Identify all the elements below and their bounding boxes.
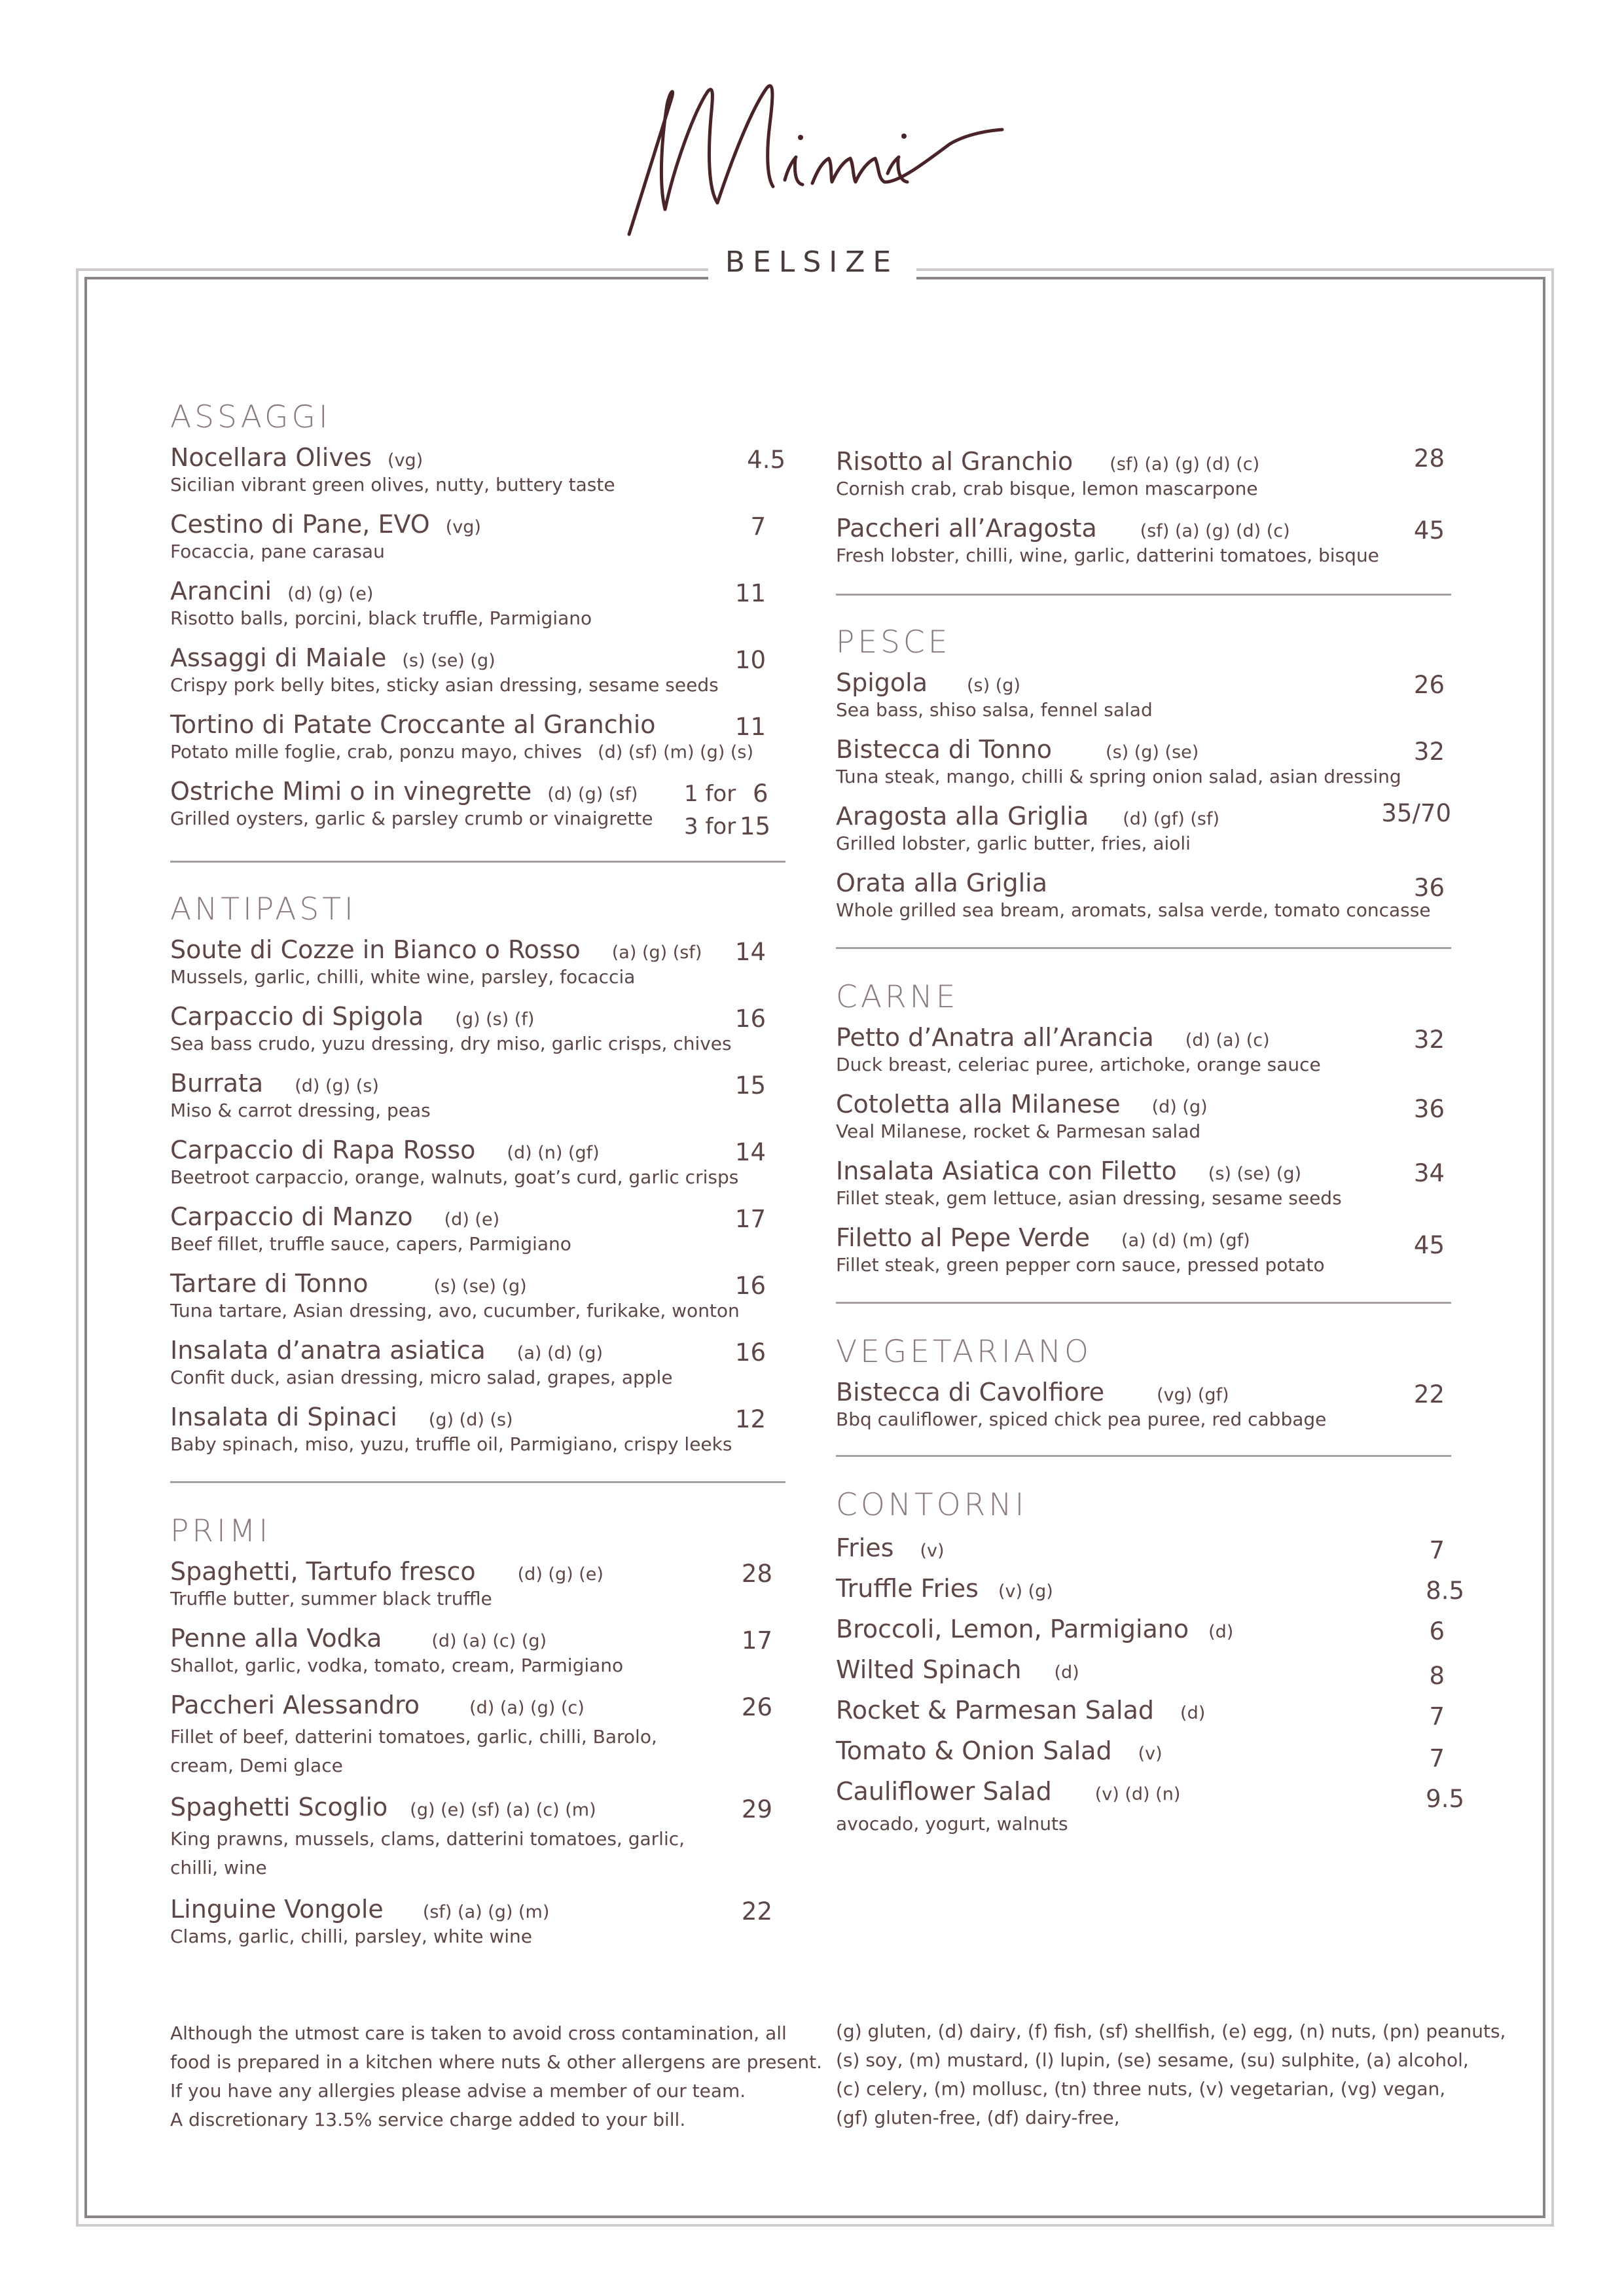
item-price: 9.5 <box>1426 1785 1464 1813</box>
item-description: Tuna tartare, Asian dressing, avo, cucumber, furikake, wonton <box>170 1300 740 1321</box>
item-price: 28 <box>741 1560 772 1588</box>
item-description <box>170 740 785 764</box>
item-price: 26 <box>741 1693 772 1721</box>
item-description: Mussels, garlic, chilli, white wine, parsley, focaccia <box>170 966 636 988</box>
item-allergens: (a) (g) (sf) <box>611 942 702 963</box>
item-allergens: (d) (a) (c) (g) <box>431 1631 547 1651</box>
item-name: Rocket & Parmesan Salad <box>836 1696 1155 1725</box>
right-column <box>836 444 1464 1836</box>
item-price: 16 <box>734 1338 766 1367</box>
menu-item <box>170 1557 785 1624</box>
item-name: Tartare di Tonno <box>170 1269 369 1298</box>
item-allergens: (d) (g) (sf) <box>547 784 638 804</box>
item-name: Aragosta alla Griglia <box>836 802 1089 831</box>
item-name: Spaghetti Scoglio <box>170 1793 388 1821</box>
menu-item <box>836 514 1451 581</box>
menu-item <box>170 443 785 510</box>
item-description: Grilled lobster, garlic butter, fries, aioli <box>836 833 1191 854</box>
item-allergens: (g) (e) (sf) (a) (c) (m) <box>410 1800 596 1820</box>
item-description: Duck breast, celeriac puree, artichoke, orange sauce <box>836 1054 1321 1075</box>
item-allergens: (v) (g) <box>998 1581 1053 1602</box>
item-price: 8 <box>1429 1662 1445 1690</box>
item-name: Insalata d’anatra asiatica <box>170 1336 486 1365</box>
item-description: Bbq cauliflower, spiced chick pea puree, red cabbage <box>836 1408 1327 1430</box>
item-description: Sicilian vibrant green olives, nutty, buttery taste <box>170 474 615 495</box>
item-name: Insalata di Spinaci <box>170 1403 397 1431</box>
item-description: King prawns, mussels, clams, datterini tomatoes, garlic, <box>170 1828 685 1850</box>
menu-item <box>836 1655 1451 1696</box>
item-description: Risotto balls, porcini, black truffle, Parmigiano <box>170 607 592 629</box>
item-name: Cotoletta alla Milanese <box>836 1090 1121 1119</box>
item-allergens: (d) (sf) (m) (g) (s) <box>598 742 754 762</box>
item-allergens: (d) (g) (s) <box>295 1076 379 1096</box>
item-description: Truffle butter, summer black truffle <box>170 1588 492 1609</box>
allergen-key-line: (s) soy, (m) mustard, (l) lupin, (se) sesame, (su) sulphite, (a) alcohol, <box>836 2049 1469 2071</box>
menu-item <box>170 1895 785 1962</box>
menu-item <box>170 1793 785 1895</box>
item-price: 17 <box>741 1626 772 1655</box>
menu-item <box>836 444 1451 514</box>
menu-item <box>836 668 1451 735</box>
item-description: Clams, garlic, chilli, parsley, white wine <box>170 1926 532 1947</box>
item-description: Cornish crab, crab bisque, lemon mascarpone <box>836 478 1258 499</box>
item-price: 16 <box>734 1005 766 1033</box>
item-name: Nocellara Olives <box>170 443 372 472</box>
item-description: Shallot, garlic, vodka, tomato, cream, Parmigiano <box>170 1655 624 1676</box>
item-price: 15 <box>734 1071 766 1100</box>
disclaimer-line: Although the utmost care is taken to avoid cross contamination, all <box>170 2022 787 2044</box>
item-name: Cauliflower Salad <box>836 1777 1052 1806</box>
item-price: 15 <box>740 812 771 840</box>
item-description: Confit duck, asian dressing, micro salad, grapes, apple <box>170 1367 673 1388</box>
item-name: Risotto al Granchio <box>836 447 1074 476</box>
item-description: avocado, yogurt, walnuts <box>836 1813 1068 1835</box>
item-price: 45 <box>1413 516 1445 545</box>
menu-item <box>170 643 785 710</box>
item-quantity: 3 for <box>684 814 736 840</box>
item-description-continued: chilli, wine <box>170 1857 267 1878</box>
item-quantity: 1 for <box>684 781 736 807</box>
item-allergens: (g) (d) (s) <box>428 1410 513 1430</box>
item-name: Bistecca di Cavolfiore <box>836 1378 1105 1407</box>
menu-item <box>836 1574 1464 1615</box>
menu-item <box>836 1378 1451 1444</box>
menu-item <box>170 577 785 643</box>
disclaimer-line: A discretionary 13.5% service charge added to your bill. <box>170 2109 686 2130</box>
item-allergens: (d) <box>1054 1662 1079 1683</box>
allergen-key <box>836 2017 1506 2132</box>
item-name: Petto d’Anatra all’Arancia <box>836 1023 1154 1052</box>
menu-item <box>170 1269 785 1336</box>
item-description: Miso & carrot dressing, peas <box>170 1100 431 1121</box>
item-description: Baby spinach, miso, yuzu, truffle oil, Parmigiano, crispy leeks <box>170 1433 732 1455</box>
section-title-carne: CARNE <box>836 979 959 1015</box>
menu-item <box>170 1136 785 1202</box>
section-title-pesce: PESCE <box>836 624 951 660</box>
item-price: 36 <box>1413 874 1445 902</box>
item-description: Focaccia, pane carasau <box>170 541 385 562</box>
item-price: 4.5 <box>747 446 785 474</box>
menu-item <box>836 1223 1451 1290</box>
item-allergens: (d) (g) (e) <box>517 1564 604 1585</box>
item-name: Fries <box>836 1534 894 1562</box>
item-price: 7 <box>1429 1536 1445 1564</box>
item-allergens: (s) (se) (g) <box>1208 1164 1302 1184</box>
section-title-vegetariano: VEGETARIANO <box>836 1334 1092 1370</box>
item-name: Filetto al Pepe Verde <box>836 1223 1091 1252</box>
item-allergens: (sf) (a) (g) (d) (c) <box>1110 454 1260 475</box>
item-name: Truffle Fries <box>836 1574 979 1603</box>
menu-item <box>836 1157 1451 1223</box>
item-price: 45 <box>1413 1231 1445 1259</box>
item-allergens: (a) (d) (g) <box>516 1343 603 1363</box>
item-description: Fillet of beef, datterini tomatoes, garlic, chilli, Barolo, <box>170 1726 657 1748</box>
item-allergens: (vg) (gf) <box>1157 1385 1229 1405</box>
item-price: 32 <box>1413 738 1445 766</box>
item-price: 12 <box>734 1405 766 1433</box>
allergen-key-line: (c) celery, (m) mollusc, (tn) three nuts, (v) vegetarian, (vg) vegan, <box>836 2078 1446 2100</box>
item-allergens: (vg) <box>388 450 424 471</box>
section-title-primi: PRIMI <box>170 1513 272 1549</box>
item-name: Penne alla Vodka <box>170 1624 382 1653</box>
item-price: 17 <box>734 1205 766 1233</box>
menu-item <box>836 1090 1451 1157</box>
menu-item <box>170 1691 785 1793</box>
item-price: 10 <box>734 646 766 674</box>
item-price: 7 <box>750 512 766 541</box>
item-description: Crispy pork belly bites, sticky asian dressing, sesame seeds <box>170 674 719 696</box>
menu-item <box>836 1696 1451 1736</box>
menu-item <box>170 777 785 848</box>
item-price: 6 <box>753 780 768 808</box>
item-allergens: (d) <box>1208 1622 1234 1642</box>
item-price: 22 <box>741 1897 772 1926</box>
menu-item <box>836 1023 1451 1090</box>
menu-item <box>170 1069 785 1136</box>
disclaimer-line: food is prepared in a kitchen where nuts & other allergens are present. <box>170 2051 822 2073</box>
item-name: Carpaccio di Rapa Rosso <box>170 1136 476 1164</box>
menu-item <box>170 1202 785 1269</box>
item-description: Fresh lobster, chilli, wine, garlic, datterini tomatoes, bisque <box>836 545 1379 566</box>
item-name: Burrata <box>170 1069 264 1098</box>
item-name: Paccheri Alessandro <box>170 1691 420 1719</box>
allergen-key-line: (g) gluten, (d) dairy, (f) fish, (sf) shellfish, (e) egg, (n) nuts, (pn) peanuts, <box>836 2020 1506 2042</box>
menu-item <box>836 735 1451 802</box>
item-allergens: (sf) (a) (g) (d) (c) <box>1140 521 1290 541</box>
item-price: 7 <box>1429 1744 1445 1772</box>
item-description: Tuna steak, mango, chilli & spring onion salad, asian dressing <box>836 766 1401 787</box>
item-allergens: (d) (a) (g) (c) <box>469 1698 585 1718</box>
item-name: Cestino di Pane, EVO <box>170 510 430 539</box>
item-description: Veal Milanese, rocket & Parmesan salad <box>836 1121 1201 1142</box>
item-name: Linguine Vongole <box>170 1895 384 1924</box>
item-price: 22 <box>1413 1380 1445 1408</box>
item-name: Carpaccio di Manzo <box>170 1202 413 1231</box>
item-allergens: (s) (se) (g) <box>433 1276 527 1297</box>
item-allergens: (s) (g) (se) <box>1106 742 1199 762</box>
item-price: 36 <box>1413 1095 1445 1123</box>
item-allergens: (s) (se) (g) <box>402 651 496 671</box>
item-name: Ostriche Mimi o in vinegrette <box>170 777 532 806</box>
item-allergens: (sf) (a) (g) (m) <box>422 1902 550 1922</box>
item-allergens: (d) (g) (e) <box>287 584 374 604</box>
item-allergens: (g) (s) (f) <box>455 1009 535 1030</box>
item-allergens: (a) (d) (m) (gf) <box>1121 1230 1250 1251</box>
item-description: Beetroot carpaccio, orange, walnuts, goat’s curd, garlic crisps <box>170 1166 739 1188</box>
item-allergens: (d) <box>1180 1703 1206 1723</box>
menu-item <box>170 710 785 777</box>
menu-item <box>170 1336 785 1403</box>
item-allergens: (d) (gf) (sf) <box>1123 809 1219 829</box>
item-description: Whole grilled sea bream, aromats, salsa verde, tomato concasse <box>836 899 1431 921</box>
item-description: Fillet steak, green pepper corn sauce, pressed potato <box>836 1254 1325 1276</box>
item-name: Tomato & Onion Salad <box>836 1736 1112 1765</box>
item-name: Tortino di Patate Croccante al Granchio <box>170 710 656 739</box>
item-description: Sea bass, shiso salsa, fennel salad <box>836 699 1153 721</box>
item-price: 28 <box>1413 444 1445 473</box>
section-title-antipasti: ANTIPASTI <box>170 891 357 927</box>
item-name: Spaghetti, Tartufo fresco <box>170 1557 476 1586</box>
item-price: 29 <box>741 1795 772 1823</box>
menu-item <box>170 510 785 577</box>
item-price: 14 <box>734 1138 766 1166</box>
item-price: 35/70 <box>1381 799 1451 827</box>
item-price: 16 <box>734 1272 766 1300</box>
menu-item <box>836 1615 1451 1655</box>
disclaimer-line: If you have any allergies please advise a member of our team. <box>170 2080 746 2102</box>
item-name: Wilted Spinach <box>836 1655 1022 1684</box>
item-price: 6 <box>1429 1617 1445 1645</box>
item-name: Broccoli, Lemon, Parmigiano <box>836 1615 1189 1643</box>
item-allergens: (d) (n) (gf) <box>507 1143 600 1163</box>
menu-item <box>170 1624 785 1691</box>
item-name: Assaggi di Maiale <box>170 643 387 672</box>
item-name: Arancini <box>170 577 272 605</box>
item-price: 32 <box>1413 1026 1445 1054</box>
item-price: 34 <box>1413 1159 1445 1187</box>
menu-item <box>836 1777 1464 1836</box>
menu-item <box>836 799 1451 869</box>
menu-item <box>836 869 1451 935</box>
item-description: Grilled oysters, garlic & parsley crumb or vinaigrette <box>170 808 653 829</box>
item-allergens: (d) (e) <box>444 1210 500 1230</box>
item-price: 7 <box>1429 1702 1445 1731</box>
section-title-assaggi: ASSAGGI <box>170 399 331 435</box>
menu-item <box>836 1534 1451 1574</box>
item-name: Bistecca di Tonno <box>836 735 1053 764</box>
item-name: Orata alla Griglia <box>836 869 1047 897</box>
mimi-script-logo <box>609 52 1015 262</box>
menu-item <box>170 1403 785 1469</box>
item-description-text: Potato mille foglie, crab, ponzu mayo, chives <box>170 741 583 762</box>
item-name: Spigola <box>836 668 928 697</box>
item-allergens: (d) (g) <box>1151 1097 1208 1117</box>
allergen-key-line: (gf) gluten-free, (df) dairy-free, <box>836 2107 1120 2128</box>
item-price: 26 <box>1413 671 1445 699</box>
item-name: Carpaccio di Spigola <box>170 1002 424 1031</box>
item-allergens: (s) (g) <box>967 675 1020 696</box>
item-allergens: (v) <box>1138 1744 1163 1764</box>
item-description: Sea bass crudo, yuzu dressing, dry miso, garlic crisps, chives <box>170 1033 732 1054</box>
item-price: 8.5 <box>1426 1577 1464 1605</box>
item-allergens: (d) (a) (c) <box>1185 1030 1270 1050</box>
item-description: Fillet steak, gem lettuce, asian dressing, sesame seeds <box>836 1187 1342 1209</box>
item-description-continued: cream, Demi glace <box>170 1755 343 1776</box>
menu-item <box>170 935 785 1002</box>
left-column <box>170 399 785 1962</box>
menu-item <box>836 1736 1451 1777</box>
item-name: Paccheri all’Aragosta <box>836 514 1097 543</box>
allergy-disclaimer <box>170 2019 822 2134</box>
section-title-contorni: CONTORNI <box>836 1487 1028 1523</box>
item-allergens: (v) <box>920 1541 945 1561</box>
item-price: 11 <box>734 579 766 607</box>
brand-logo <box>0 52 1624 262</box>
item-name: Soute di Cozze in Bianco o Rosso <box>170 935 581 964</box>
item-description: Beef fillet, truffle sauce, capers, Parmigiano <box>170 1233 571 1255</box>
location-name: BELSIZE <box>725 245 899 279</box>
item-price: 11 <box>734 713 766 741</box>
item-name: Insalata Asiatica con Filetto <box>836 1157 1177 1185</box>
item-price: 14 <box>734 938 766 966</box>
item-allergens: (vg) <box>445 517 481 537</box>
menu-item <box>170 1002 785 1069</box>
item-allergens: (v) (d) (n) <box>1094 1784 1181 1804</box>
